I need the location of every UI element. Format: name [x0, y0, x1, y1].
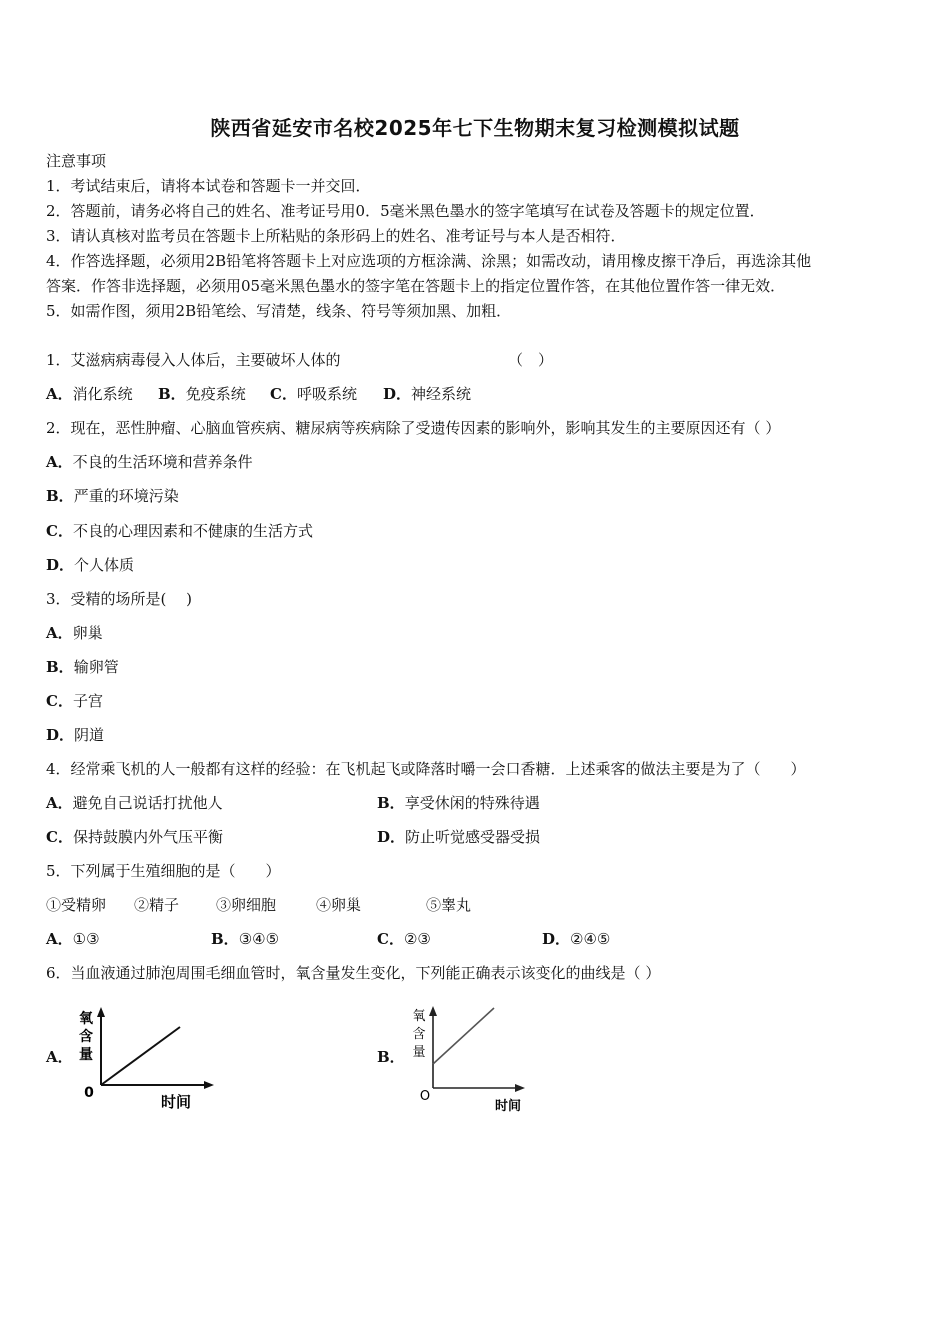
question-6-stem: 6．当血液通过肺泡周围毛细血管时，氧含量发生变化，下列能正确表示该变化的曲线是（ ）	[46, 964, 661, 982]
graph-b-ylabel: 量	[412, 1045, 426, 1060]
question-1-option-a: A．消化系统	[46, 385, 133, 403]
graph-b-curve	[433, 1008, 494, 1064]
question-3-option-a: A．卵巢	[46, 624, 103, 642]
question-4-option-b: B．享受休闲的特殊待遇	[377, 794, 540, 812]
question-5-item: ②精子	[134, 896, 180, 914]
question-5-item: ④卵巢	[316, 896, 362, 914]
question-4-stem: 4．经常乘飞机的人一般都有这样的经验：在飞机起飞或降落时嚼一会口香糖．上述乘客的做法主要是为了（ ）	[46, 760, 806, 778]
notice-item: 3．请认真核对监考员在答题卡上所粘贴的条形码上的姓名、准考证号与本人是否相符．	[46, 227, 626, 245]
graph-b-ylabel: 含	[412, 1027, 426, 1042]
question-6-option-a-letter: A．	[46, 1048, 73, 1066]
graph-a-origin: 0	[84, 1085, 94, 1101]
question-1-stem: 1．艾滋病病毒侵入人体后，主要破坏人体的	[46, 351, 341, 369]
question-1-option-c: C．呼吸系统	[270, 385, 357, 403]
question-5-item: ⑤睾丸	[426, 896, 472, 914]
question-2-option-a: A．不良的生活环境和营养条件	[46, 453, 253, 471]
exam-title: 陕西省延安市名校2025年七下生物期末复习检测模拟试题	[210, 116, 740, 140]
graph-b-xlabel: 时间	[494, 1099, 522, 1114]
notice-item: 答案．作答非选择题，必须用05毫米黑色墨水的签字笔在答题卡上的指定位置作答，在其他位置作答一律无效．	[46, 277, 786, 295]
question-5-item: ①受精卵	[46, 896, 107, 914]
question-3-option-d: D．阴道	[46, 726, 105, 744]
question-5-option-c: C．②③	[377, 930, 431, 948]
notice-item: 5．如需作图，须用2B铅笔绘、写清楚，线条、符号等须加黑、加粗．	[46, 302, 512, 320]
notice-item: 4．作答选择题，必须用2B铅笔将答题卡上对应选项的方框涂满、涂黑；如需改动，请用橡皮擦干净后，再选涂其他	[46, 252, 812, 270]
question-2-option-c: C．不良的心理因素和不健康的生活方式	[46, 522, 313, 540]
question-4-option-a: A．避免自己说话打扰他人	[46, 794, 223, 812]
question-1-bracket: （ ）	[508, 351, 554, 369]
question-5-option-d: D．②④⑤	[542, 930, 611, 948]
graph-a-ylabel: 量	[79, 1047, 93, 1063]
question-6-graph-b	[405, 1002, 535, 1120]
question-5-stem: 5．下列属于生殖细胞的是（ ）	[46, 862, 281, 880]
question-2-option-d: D．个人体质	[46, 556, 135, 574]
graph-b-ylabel: 氧	[412, 1009, 426, 1024]
graph-a-x-arrow	[204, 1081, 214, 1089]
graph-a-curve	[101, 1027, 180, 1085]
graph-a-y-arrow	[97, 1007, 105, 1017]
notice-heading: 注意事项	[46, 152, 107, 170]
question-3-stem: 3．受精的场所是( )	[46, 590, 193, 608]
question-3-option-b: B．输卵管	[46, 658, 119, 676]
graph-b-y-arrow	[429, 1006, 437, 1016]
question-1-option-d: D．神经系统	[383, 385, 472, 403]
question-2-option-b: B．严重的环境污染	[46, 487, 179, 505]
question-5-item: ③卵细胞	[216, 896, 277, 914]
question-5-option-a: A．①③	[46, 930, 100, 948]
question-5-option-b: B．③④⑤	[211, 930, 280, 948]
question-4-option-d: D．防止听觉感受器受损	[377, 828, 541, 846]
question-4-option-c: C．保持鼓膜内外气压平衡	[46, 828, 223, 846]
notice-item: 1．考试结束后，请将本试卷和答题卡一并交回．	[46, 177, 371, 195]
graph-b-x-arrow	[515, 1084, 525, 1092]
notice-item: 2．答题前，请务必将自己的姓名、准考证号用0．5毫米黑色墨水的签字笔填写在试卷及答题卡的规定位置．	[46, 202, 765, 220]
graph-b-origin: O	[419, 1089, 431, 1104]
question-2-stem: 2．现在，恶性肿瘤、心脑血管疾病、糖尿病等疾病除了受遗传因素的影响外，影响其发生的主要原因还有（ ）	[46, 419, 781, 437]
graph-a-ylabel: 含	[79, 1029, 93, 1045]
graph-a-ylabel: 氧	[79, 1011, 93, 1027]
graph-a-xlabel: 时间	[160, 1093, 192, 1111]
question-3-option-c: C．子宫	[46, 692, 103, 710]
question-6-option-b-letter: B．	[377, 1048, 405, 1066]
question-6-graph-a	[70, 1005, 230, 1115]
question-1-option-b: B．免疫系统	[158, 385, 246, 403]
